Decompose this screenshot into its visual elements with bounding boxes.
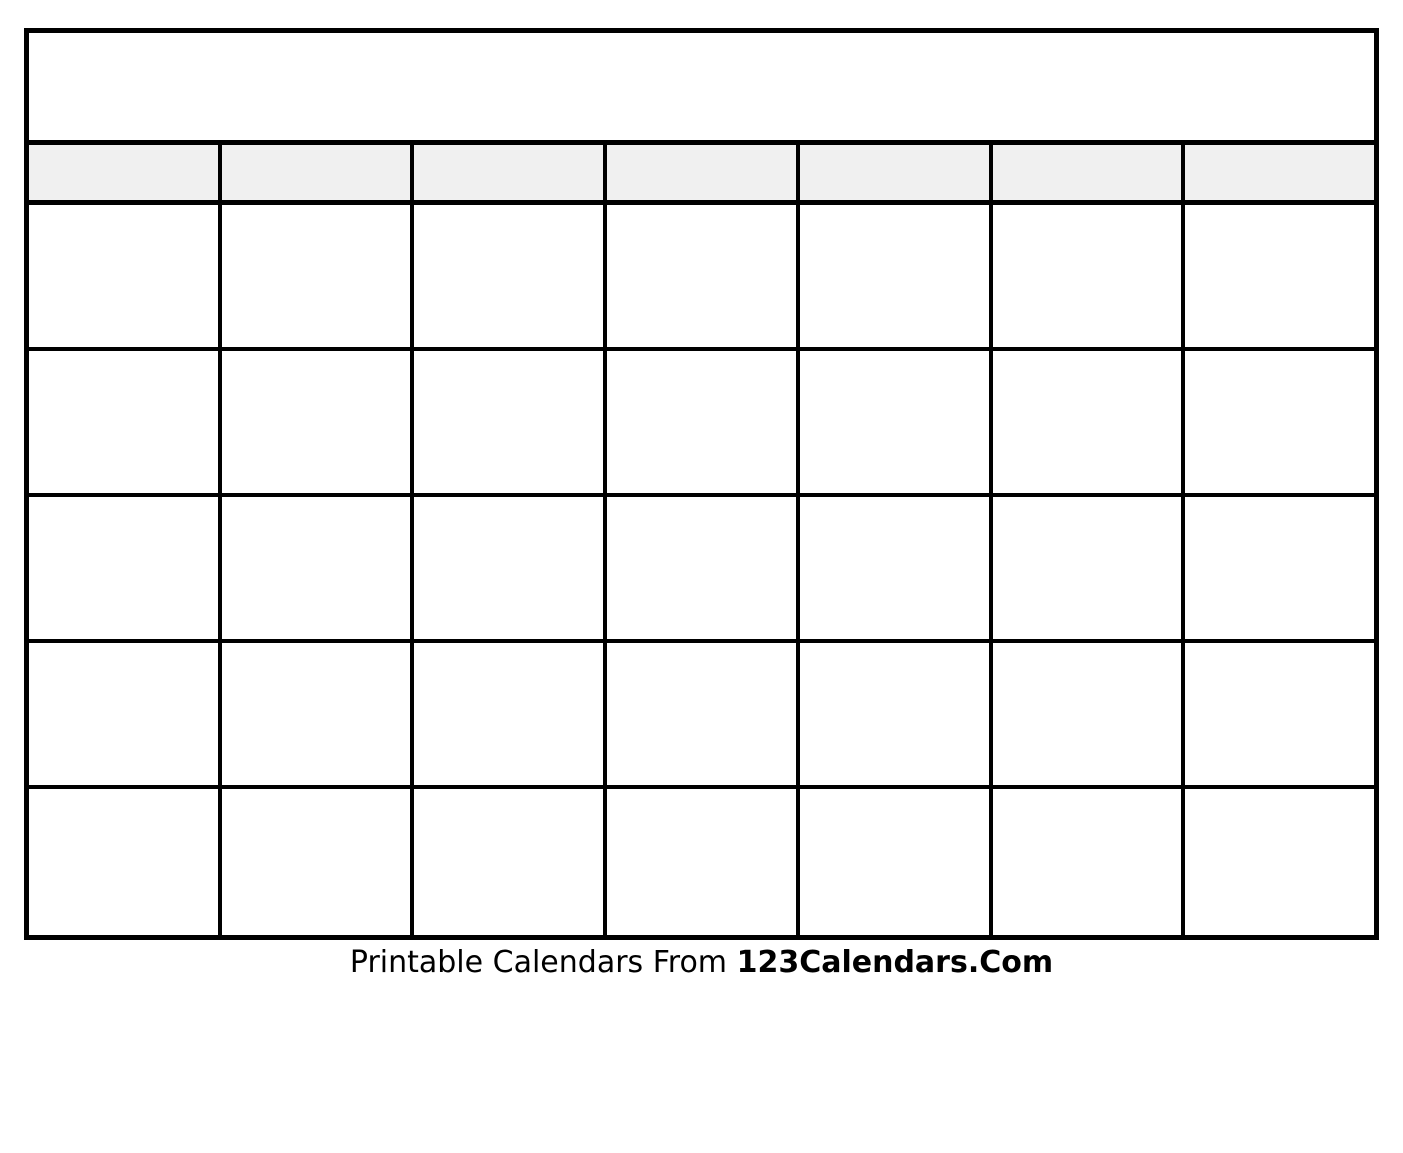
- day-cell[interactable]: [800, 497, 993, 639]
- day-cell[interactable]: [1185, 789, 1374, 935]
- weekday-header-cell-5: [993, 145, 1186, 200]
- day-cell[interactable]: [1185, 497, 1374, 639]
- day-cell[interactable]: [607, 497, 800, 639]
- day-cell[interactable]: [800, 205, 993, 347]
- day-cell[interactable]: [800, 789, 993, 935]
- day-cell[interactable]: [222, 205, 415, 347]
- weekday-header-cell-2: [414, 145, 607, 200]
- week-row: [29, 789, 1374, 935]
- calendar-grid: [24, 28, 1379, 940]
- day-cell[interactable]: [993, 789, 1186, 935]
- weekday-header-cell-1: [222, 145, 415, 200]
- day-cell[interactable]: [993, 205, 1186, 347]
- day-cell[interactable]: [222, 643, 415, 785]
- day-cell[interactable]: [800, 351, 993, 493]
- day-cell[interactable]: [414, 643, 607, 785]
- weekday-header-row: [29, 145, 1374, 205]
- day-cell[interactable]: [29, 789, 222, 935]
- weekday-header-cell-4: [800, 145, 993, 200]
- day-cell[interactable]: [29, 205, 222, 347]
- day-cell[interactable]: [414, 789, 607, 935]
- footer-credit: [0, 945, 1403, 980]
- day-cell[interactable]: [29, 351, 222, 493]
- week-row: [29, 205, 1374, 351]
- day-cell[interactable]: [414, 351, 607, 493]
- day-cell[interactable]: [993, 643, 1186, 785]
- week-row: [29, 351, 1374, 497]
- day-cell[interactable]: [414, 205, 607, 347]
- day-cell[interactable]: [607, 205, 800, 347]
- day-cell[interactable]: [1185, 643, 1374, 785]
- day-cell[interactable]: [993, 497, 1186, 639]
- weekday-header-cell-3: [607, 145, 800, 200]
- weekday-header-cell-0: [29, 145, 222, 200]
- footer-prefix: Printable Calendars From: [349, 945, 737, 980]
- weekday-header-cell-6: [1185, 145, 1374, 200]
- week-row: [29, 643, 1374, 789]
- day-cell[interactable]: [222, 351, 415, 493]
- calendar-title-band: [29, 33, 1374, 145]
- day-cell[interactable]: [607, 789, 800, 935]
- day-cell[interactable]: [607, 351, 800, 493]
- day-cell[interactable]: [414, 497, 607, 639]
- day-cell[interactable]: [1185, 351, 1374, 493]
- day-cell[interactable]: [993, 351, 1186, 493]
- day-cell[interactable]: [222, 497, 415, 639]
- day-cell[interactable]: [1185, 205, 1374, 347]
- day-cell[interactable]: [29, 497, 222, 639]
- day-cell[interactable]: [29, 643, 222, 785]
- day-cell[interactable]: [800, 643, 993, 785]
- footer-brand: 123Calendars.Com: [736, 945, 1054, 980]
- week-row: [29, 497, 1374, 643]
- day-cell[interactable]: [607, 643, 800, 785]
- day-cell[interactable]: [222, 789, 415, 935]
